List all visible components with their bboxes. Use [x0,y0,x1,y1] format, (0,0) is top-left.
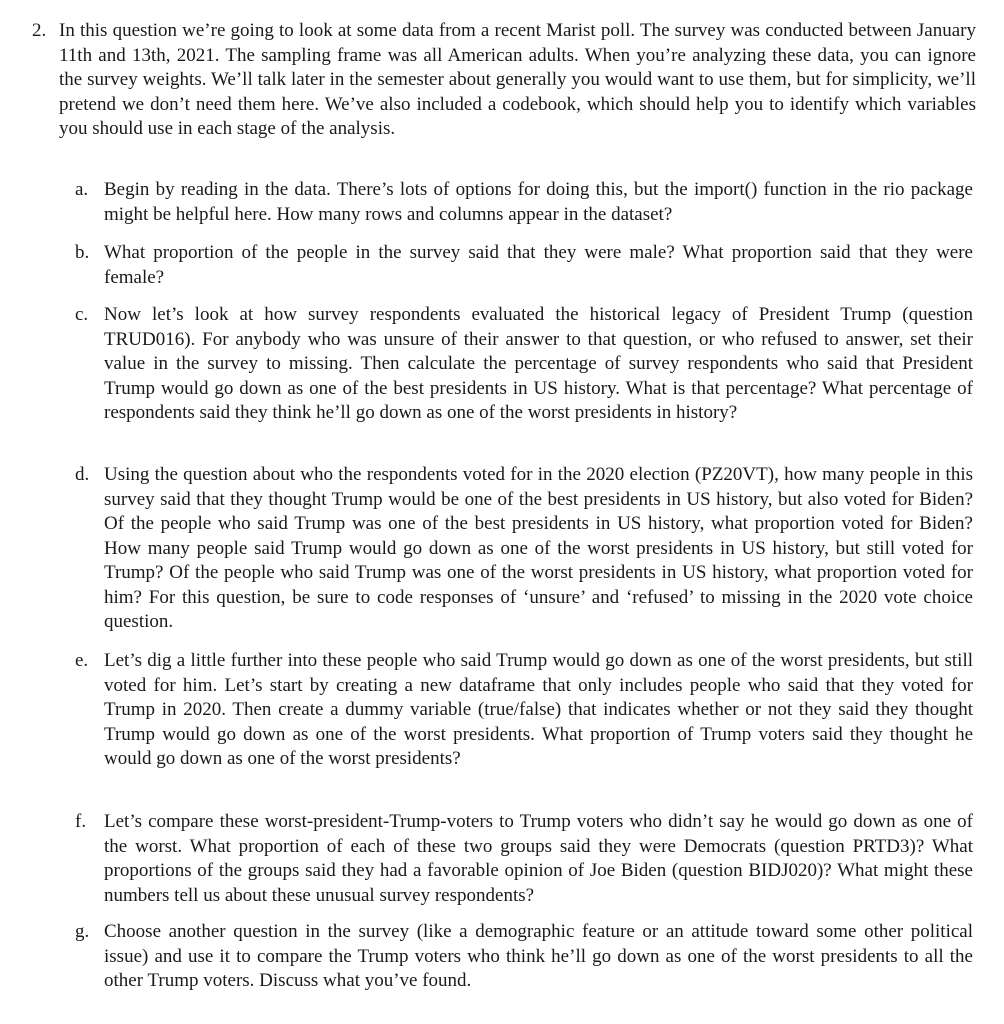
sub-question-c [75,303,973,426]
sub-question-label: c. [75,304,89,325]
sub-question-text: Let’s compare these worst-president-Trump-voters to Trump voters who didn’t say he would go down as one of the worst. What proportion of each of these two groups said they were Democrats (question PRTD3)? What proportions of the groups said they had a favorable opinion of Joe Biden (question BIDJ020)? What might these numbers tell us about these unusual survey respondents? [104,811,973,906]
sub-question-a [75,178,973,227]
sub-question-d [75,463,973,635]
sub-question-label: d. [75,464,90,485]
sub-question-text: Choose another question in the survey (like a demographic feature or an attitude toward some other political issue) and use it to compare the Trump voters who think he’ll go down as one of the worst presidents to all the other Trump voters. Discuss what you’ve found. [104,921,973,991]
sub-question-g [75,920,973,994]
sub-question-text: What proportion of the people in the survey said that they were male? What proportion said that they were female? [104,242,973,288]
question-2 [32,19,976,142]
sub-question-text: Begin by reading in the data. There’s lots of options for doing this, but the import() function in the rio package might be helpful here. How many rows and columns appear in the dataset? [104,179,973,225]
sub-question-text: Let’s dig a little further into these people who said Trump would go down as one of the worst presidents, but still voted for him. Let’s start by creating a new dataframe that only includes people who said that they voted for Trump in 2020. Then create a dummy variable (true/false) that indicates whether or not they said they thought Trump would go down as one of the worst presidents. What proportion of Trump voters said they thought he would go down as one of the worst presidents? [104,650,973,769]
sub-question-label: b. [75,242,90,263]
sub-question-label: f. [75,811,87,832]
sub-question-f [75,810,973,908]
sub-question-text: Using the question about who the respondents voted for in the 2020 election (PZ20VT), how many people in this survey said that they thought Trump would be one of the best presidents in US history, but also voted for Biden? Of the people who said Trump was one of the best presidents in US history, what proportion voted for Biden? How many people said Trump would go down as one of the worst presidents in US history, but still voted for Trump? Of the people who said Trump was one of the worst presidents in US history, what proportion voted for him? For this question, be sure to code responses of ‘unsure’ and ‘refused’ to missing in the 2020 vote choice question. [104,464,973,632]
sub-question-label: a. [75,179,89,200]
sub-question-text: Now let’s look at how survey respondents evaluated the historical legacy of President Trump (question TRUD016). For anybody who was unsure of their answer to that question, or who refused to answer, set their value in the survey to missing. Then calculate the percentage of survey respondents who said that President Trump would go down as one of the best presidents in US history. What is that percentage? What percentage of respondents said they think he’ll go down as one of the worst presidents in history? [104,304,973,423]
question-number: 2. [32,20,47,41]
question-intro: In this question we’re going to look at some data from a recent Marist poll. The survey was conducted between January 11th and 13th, 2021. The sampling frame was all American adults. When you’re analyzing these data, you can ignore the survey weights. We’ll talk later in the semester about generally you would want to use them, but for simplicity, we’ll pretend we don’t need them here. We’ve also included a codebook, which should help you to identify which variables you should use in each stage of the analysis. [59,20,976,139]
sub-question-e [75,649,973,772]
sub-question-label: g. [75,921,90,942]
sub-question-label: e. [75,650,89,671]
sub-question-b [75,241,973,290]
